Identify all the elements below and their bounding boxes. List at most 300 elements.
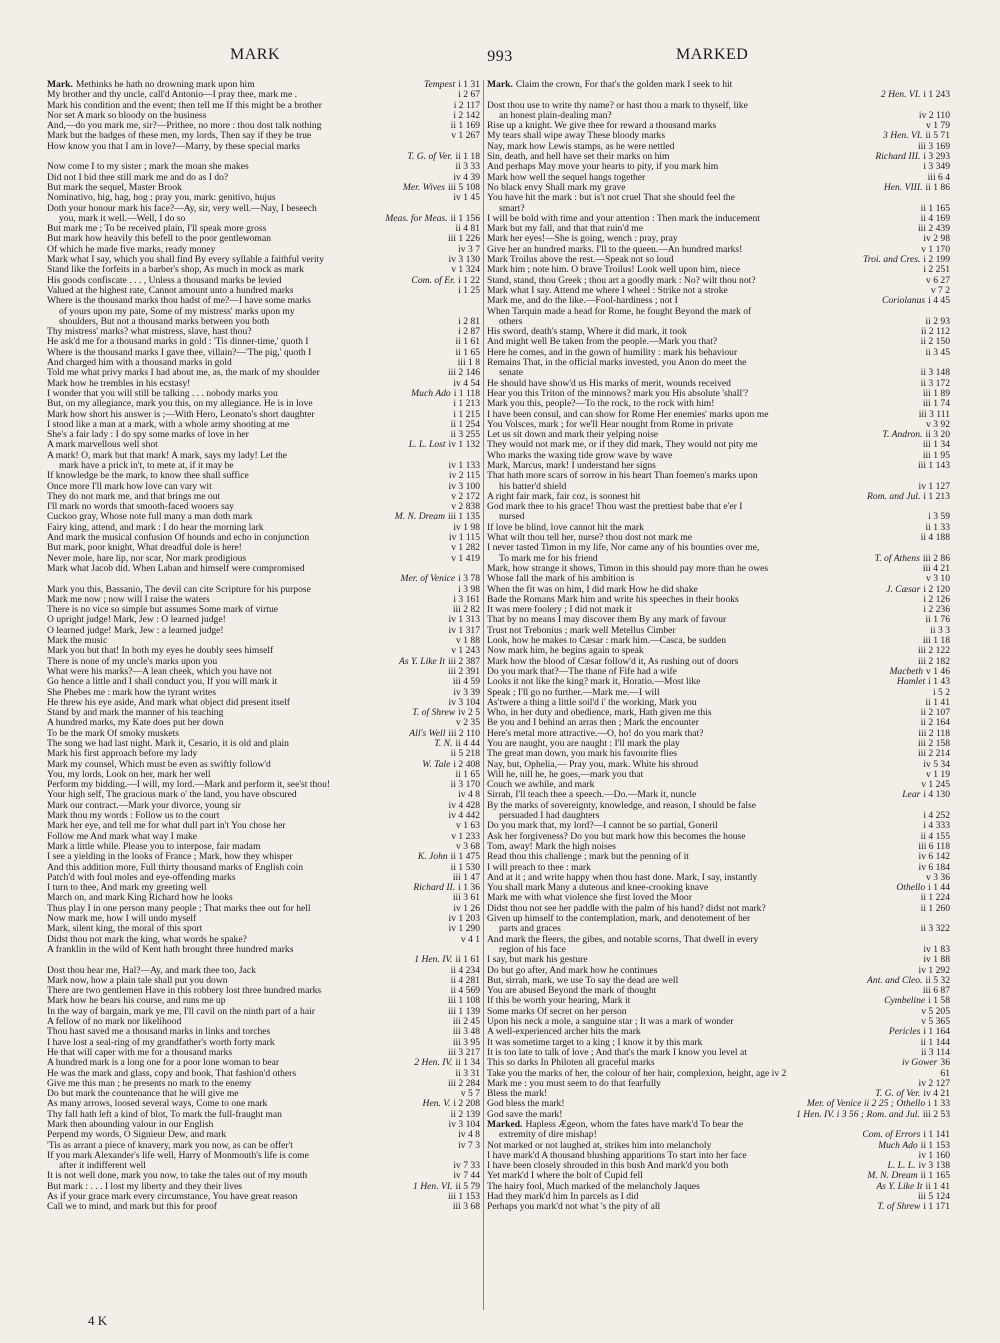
concordance-line: [47, 1048, 480, 1058]
quotation-text: I have been consul, and can show for Rome Her enemies' marks upon me: [487, 409, 769, 420]
citation-reference: [450, 173, 480, 183]
quotation-text: But mark : . . . I lost my liberty and they their lives: [47, 1181, 243, 1192]
citation-reference: [445, 1048, 480, 1058]
concordance-line: [487, 770, 950, 780]
act-scene-line: iii 3 61: [452, 893, 480, 904]
quotation-text: Dost thou use to write thy name? or hast thou a mark to thyself, like: [487, 100, 748, 111]
concordance-line: [487, 1007, 950, 1017]
citation-reference: [448, 749, 480, 759]
concordance-line: [47, 276, 480, 286]
act-scene-line: iv 1 313: [448, 615, 480, 626]
quotation-text: A franklin in the wild of Kent hath brought three hundred marks: [47, 944, 294, 955]
citation-reference: [916, 1079, 950, 1089]
act-scene-line: iv 1 83: [923, 944, 950, 955]
citation-reference: [923, 121, 950, 131]
quotation-text: I will be bold with time and your attention : Then mark the inducement: [487, 213, 760, 224]
act-scene-line: iii 1 89: [922, 388, 950, 399]
play-title: T. G. of Ver.: [407, 152, 453, 163]
play-title: K. John: [417, 852, 448, 863]
quotation-text: I'll mark no words that smooth-faced wooers say: [47, 502, 234, 513]
citation-reference: [915, 729, 950, 739]
citation-reference: [920, 564, 950, 574]
citation-reference: [445, 234, 480, 244]
concordance-line: [47, 1141, 480, 1151]
citation-reference: [893, 883, 950, 893]
citation-reference: [878, 90, 950, 100]
concordance-line: [487, 873, 950, 883]
act-scene-line: iii 1 143: [918, 460, 950, 471]
citation-reference: [453, 821, 480, 831]
citation-reference: [455, 90, 480, 100]
act-scene-line: 61: [940, 1068, 950, 1079]
quotation-text: Claim the crown, For that's the golden mark I seek to hit: [515, 80, 733, 90]
play-title: All's Well: [409, 728, 446, 739]
act-scene-line: i 3 59: [928, 512, 950, 523]
act-scene-line: i 2 120: [923, 584, 950, 595]
quotation-text: Do you mark that?—The thane of Fife had a wife: [487, 666, 677, 677]
concordance-line: [487, 1151, 950, 1161]
quotation-text: Do but go after, And mark how he continues: [487, 965, 658, 976]
quotation-text: Thou hast saved me a thousand marks in links and torches: [47, 1027, 271, 1038]
concordance-line: [487, 358, 950, 368]
citation-reference: [920, 636, 950, 646]
quotation-text: But mark me ; To be received plain, I'll speak more gross: [47, 224, 267, 235]
act-scene-line: iv 1 132: [448, 440, 480, 451]
concordance-line: [47, 585, 480, 595]
citation-reference: [448, 1110, 480, 1120]
citation-reference: [452, 337, 480, 347]
citation-reference: [382, 214, 480, 224]
concordance-line: [47, 760, 480, 770]
citation-reference: [925, 173, 950, 183]
citation-reference: [419, 760, 480, 770]
concordance-line: [47, 173, 480, 183]
citation-reference: [392, 512, 480, 522]
quotation-text: Patch'd with foul moles and eye-offending marks: [47, 872, 236, 883]
concordance-line: [487, 780, 950, 790]
concordance-line: [47, 204, 480, 214]
concordance-line: [487, 729, 950, 739]
quotation-text: A right fair mark, fair coz, is soonest hit: [487, 491, 641, 502]
quotation-text: What wilt thou tell her, nurse? thou dost not mark me: [487, 533, 693, 544]
play-title: Com. of Errors: [862, 1130, 921, 1141]
act-scene-line: v 4 1: [460, 934, 480, 945]
act-scene-line: ii 3 148: [920, 368, 950, 379]
concordance-line: [47, 389, 480, 399]
citation-reference: [450, 893, 480, 903]
concordance-line: [47, 729, 480, 739]
quotation-text: O learned judge! Mark, Jew : a learned judge!: [47, 625, 224, 636]
quotation-text: an honest plain-dealing man?: [499, 110, 612, 121]
play-title: Coriolanus: [881, 296, 926, 307]
quotation-text: Trust not Trebonius ; mark well Metellus Cimber: [487, 625, 676, 636]
quotation-text: He threw his eye aside, And mark what object did present itself: [47, 697, 290, 708]
quotation-text: When the fit was on him, I did mark How he did shake: [487, 584, 698, 595]
quotation-text: She's a fair lady : I do spy some marks of love in her: [47, 430, 249, 441]
concordance-line: [487, 379, 950, 389]
citation-reference: [918, 1048, 950, 1058]
concordance-line: [487, 1192, 950, 1202]
citation-reference: [923, 873, 950, 883]
act-scene-line: i 3 161: [453, 594, 480, 605]
act-scene-line: iii 3 111: [918, 409, 950, 420]
concordance-line: [47, 245, 480, 255]
citation-reference: [899, 790, 950, 800]
concordance-line: [47, 986, 480, 996]
concordance-line: [47, 317, 480, 327]
act-scene-line: ii 3 172: [920, 378, 950, 389]
concordance-line: [47, 904, 480, 914]
act-scene-line: i 1 43: [928, 677, 950, 688]
concordance-line: [487, 1079, 950, 1089]
act-scene-line: v 1 267: [451, 131, 480, 142]
play-title: Mer. Wives: [402, 182, 446, 193]
quotation-text: Did not I bid thee still mark me and do as I do?: [47, 172, 229, 183]
quotation-text: You, my lords, Look on her, mark her well: [47, 769, 211, 780]
citation-reference: [918, 327, 950, 337]
act-scene-line: ii 5 71: [925, 131, 950, 142]
quotation-text: You have hit the mark : but is't not cruel That she should feel the: [487, 193, 735, 204]
citation-reference: [446, 471, 480, 481]
act-scene-line: ii 3 45: [925, 347, 950, 358]
concordance-line: [487, 646, 950, 656]
act-scene-line: v 1 88: [456, 636, 480, 647]
concordance-line: [487, 482, 950, 492]
quotation-text: I see a yielding in the looks of France ; Mark, how they whisper: [47, 852, 293, 863]
quotation-text: Stand by and mark the manner of his teaching: [47, 708, 224, 719]
concordance-line: [47, 224, 480, 234]
concordance-line: [47, 657, 480, 667]
quotation-text: persuaded I had daughters: [499, 811, 600, 822]
concordance-line: [47, 265, 480, 275]
act-scene-line: iii 2 53: [922, 1109, 950, 1120]
citation-reference: [804, 1099, 950, 1109]
citation-reference: [450, 410, 480, 420]
quotation-text: Mark me, and do the like.—Fool-hardiness ; not I: [487, 296, 678, 307]
quotation-text: Where is the thousand marks thou hadst of me?—I have some marks: [47, 296, 312, 307]
act-scene-line: i 2 67: [458, 90, 480, 101]
concordance-line: [47, 214, 480, 224]
act-scene-line: i 1 141: [923, 1130, 950, 1141]
quotation-text: There is no vice so simple but assumes Some mark of virtue: [47, 605, 279, 616]
citation-reference: [886, 1027, 950, 1037]
running-head-left: MARK: [230, 46, 281, 63]
citation-reference: [448, 966, 480, 976]
quotation-text: And,—do you mark me, sir?—Prithee, no more : thou dost talk nothing: [47, 121, 322, 132]
quotation-text: Mark me now ; now will I raise the waters: [47, 594, 210, 605]
act-scene-line: ii 1 165: [920, 203, 950, 214]
concordance-line: [47, 1192, 480, 1202]
act-scene-line: iii 4 59: [452, 677, 480, 688]
citation-reference: [915, 461, 950, 471]
act-scene-line: v 1 419: [451, 553, 480, 564]
concordance-line: [487, 121, 950, 131]
concordance-line: [487, 410, 950, 420]
citation-reference: [445, 1192, 480, 1202]
quotation-text: Bade the Romans Mark him and write his speeches in their books: [487, 594, 739, 605]
quotation-text: I turn to thee, And mark my greeting well: [47, 883, 207, 894]
citation-reference: [406, 729, 480, 739]
citation-reference: [915, 842, 950, 852]
act-scene-line: i 3 98: [458, 584, 480, 595]
citation-reference: [922, 348, 950, 358]
play-title: Ant. and Cleo.: [867, 975, 923, 986]
citation-reference: [453, 718, 480, 728]
quotation-text: And might well Be taken from the people.—Mark you that?: [487, 337, 718, 348]
citation-reference: [409, 708, 480, 718]
concordance-line: [47, 348, 480, 358]
quotation-text: A mark! O, mark but that mark! A mark, says my lady! Let the: [47, 450, 288, 461]
citation-reference: [445, 996, 480, 1006]
act-scene-line: iv 6 142: [918, 852, 950, 863]
citation-reference: [920, 945, 950, 955]
concordance-line: [47, 873, 480, 883]
concordance-line: [487, 1130, 950, 1140]
act-scene-line: ii 1 254: [450, 419, 480, 430]
headword: Mark.: [487, 80, 513, 90]
act-scene-line: iii 6 4: [927, 172, 950, 183]
citation-reference: [450, 1171, 480, 1181]
act-scene-line: i 1 31: [458, 80, 480, 90]
act-scene-line: iv 1 292: [918, 965, 950, 976]
citation-reference: [446, 801, 480, 811]
citation-reference: [450, 677, 480, 687]
quotation-text: Ask her forgiveness? Do you but mark how this becomes the house: [487, 831, 746, 842]
quotation-text: Thy fall hath left a kind of blot, To mark the full-fraught man: [47, 1109, 282, 1120]
concordance-line: [47, 667, 480, 677]
citation-reference: [922, 317, 950, 327]
quotation-text: Mark thou my words : Follow us to the court: [47, 811, 220, 822]
quotation-text: And at it ; and write happy when thou hast done. Mark, I say, instantly: [487, 872, 758, 883]
citation-reference: [925, 512, 950, 522]
act-scene-line: iv 3 39: [453, 687, 480, 698]
quotation-text: Told me what privy marks I had about me, as, the mark of my shoulder: [47, 368, 320, 379]
concordance-line: [47, 90, 480, 100]
citation-reference: [881, 996, 950, 1006]
citation-reference: [918, 379, 950, 389]
concordance-line: [47, 1038, 480, 1048]
quotation-text: But mark the sequel, Master Brook: [47, 182, 182, 193]
act-scene-line: i 1 33: [928, 1099, 950, 1110]
concordance-line: [47, 1058, 480, 1068]
quotation-text: They do not mark me, and that brings me out: [47, 491, 221, 502]
concordance-line: [47, 234, 480, 244]
concordance-line: [487, 657, 950, 667]
act-scene-line: v 2 35: [456, 718, 480, 729]
concordance-line: [47, 615, 480, 625]
citation-reference: [448, 121, 480, 131]
quotation-text: Mark, Marcus, mark! I understand her signs: [487, 460, 656, 471]
quotation-text: I have been closely shrouded in this bush And mark'd you both: [487, 1161, 729, 1172]
concordance-line: [487, 574, 950, 584]
citation-reference: [920, 162, 950, 172]
act-scene-line: ii 1 41: [925, 697, 950, 708]
quotation-text: That by no means I may discover them By any mark of favour: [487, 615, 727, 626]
play-title: T. Andron.: [882, 430, 923, 441]
citation-reference: [923, 574, 950, 584]
quotation-text: Once more I'll mark how love can vary wit: [47, 481, 212, 492]
citation-reference: [873, 1182, 950, 1192]
concordance-line: [487, 451, 950, 461]
play-title: 1 Hen. VI.: [413, 1181, 453, 1192]
citation-reference: [451, 101, 480, 111]
quotation-text: Call we to mind, and mark but this for proof: [47, 1202, 217, 1213]
citation-reference: [916, 863, 950, 873]
act-scene-line: v 1 243: [451, 646, 480, 657]
play-title: Hen. VIII.: [883, 182, 923, 193]
play-title: 1 Hen. IV.: [414, 955, 453, 966]
concordance-line: [487, 1202, 950, 1212]
concordance-line: [47, 883, 480, 893]
concordance-line: [47, 121, 480, 131]
concordance-line: [47, 574, 480, 584]
act-scene-line: v 1 233: [451, 831, 480, 842]
act-scene-line: ii 1 18: [455, 152, 480, 163]
quotation-text: It is too late to talk of love ; And that's the mark I know you level at: [487, 1047, 747, 1058]
play-title: Much Ado: [878, 1140, 918, 1151]
concordance-line: [487, 255, 950, 265]
concordance-line: [487, 760, 950, 770]
quotation-text: Mark then abounding valour in our English: [47, 1119, 214, 1130]
act-scene-line: i 3 349: [923, 162, 950, 173]
quotation-text: He ask'd me for a thousand marks in gold : 'Tis dinner-time,' quoth I: [47, 337, 309, 348]
quotation-text: Where is the thousand marks I gave thee, villain?—'The pig,' quoth I: [47, 347, 312, 358]
citation-reference: [408, 389, 480, 399]
quotation-text: Mark what I say. Attend me where I wheel : Strike not a stroke: [487, 285, 728, 296]
quotation-text: Now mark me, how I will undo myself: [47, 914, 197, 925]
act-scene-line: ii 4 81: [455, 224, 480, 235]
concordance-line: [487, 986, 950, 996]
act-scene-line: iii 4 21: [922, 563, 950, 574]
citation-reference: [879, 430, 950, 440]
citation-reference: [450, 595, 480, 605]
quotation-text: Will he, nill he, he goes,—mark you that: [487, 769, 644, 780]
act-scene-line: iv 3 130: [448, 255, 480, 266]
quotation-text: The great man down, you mark his favourite flies: [487, 749, 677, 760]
concordance-line: [487, 1089, 950, 1099]
act-scene-line: v 2 172: [451, 491, 480, 502]
concordance-line: [47, 1017, 480, 1027]
citation-reference: [450, 873, 480, 883]
act-scene-line: v 5 205: [921, 1006, 950, 1017]
quotation-text: A fellow of no mark nor likelihood: [47, 1017, 182, 1028]
concordance-line: [47, 770, 480, 780]
citation-reference: [918, 368, 950, 378]
act-scene-line: iv 3 104: [448, 697, 480, 708]
quotation-text: There are two gentlemen Have in this robbery lost three hundred marks: [47, 986, 322, 997]
citation-reference: [920, 234, 950, 244]
citation-reference: [445, 1007, 480, 1017]
concordance-line: [487, 811, 950, 821]
concordance-line: [487, 852, 950, 862]
citation-reference: [881, 183, 950, 193]
concordance-line: [47, 677, 480, 687]
quotation-text: Mark me : you must seem to do that fearfully: [487, 1078, 661, 1089]
act-scene-line: iv 1 98: [453, 522, 480, 533]
concordance-line: [487, 615, 950, 625]
citation-reference: [446, 255, 480, 265]
citation-reference: [928, 286, 950, 296]
act-scene-line: ii 1 76: [925, 615, 950, 626]
quotation-text: As if your grace mark every circumstance, You have great reason: [47, 1192, 298, 1203]
act-scene-line: v 3 36: [926, 872, 950, 883]
concordance-line: [47, 451, 480, 461]
quotation-text: Mark but the badges of these men, my lords, Then say if they be true: [47, 131, 312, 142]
act-scene-line: iv 1 88: [923, 955, 950, 966]
quotation-text: his batter'd shield: [499, 481, 567, 492]
citation-reference: [448, 543, 480, 553]
quotation-text: Rise up a knight. We give thee for reward a thousand marks: [487, 121, 717, 132]
act-scene-line: iv 1 26: [453, 903, 480, 914]
citation-reference: [450, 1038, 480, 1048]
act-scene-line: ii 4 281: [450, 975, 480, 986]
quotation-text: He was the mark and glass, copy and book, That fashion'd others: [47, 1068, 297, 1079]
citation-reference: [398, 574, 480, 584]
act-scene-line: v 1 19: [926, 769, 950, 780]
act-scene-line: iii 2 146: [448, 368, 480, 379]
act-scene-line: ii 1 61: [455, 955, 480, 966]
play-title: M. N. Dream: [867, 1171, 918, 1182]
act-scene-line: iv 2 115: [448, 471, 480, 482]
citation-reference: [793, 1110, 950, 1120]
concordance-line: [47, 410, 480, 420]
citation-reference: [408, 276, 480, 286]
act-scene-line: ii 3 31: [455, 1068, 480, 1079]
act-scene-line: ii 5 79: [455, 1181, 480, 1192]
act-scene-line: i 1 213: [923, 491, 950, 502]
concordance-line: [487, 348, 950, 358]
quotation-text: My brother and thy uncle, call'd Antonio—I pray thee, mark me .: [47, 90, 298, 101]
quotation-text: Mark how he trembles in his ecstasy!: [47, 378, 191, 389]
concordance-line: [47, 688, 480, 698]
act-scene-line: iii 2 391: [448, 666, 480, 677]
act-scene-line: i 2 117: [453, 100, 480, 111]
act-scene-line: ii 1 65: [455, 769, 480, 780]
act-scene-line: ii 2 139: [450, 1109, 480, 1120]
citation-reference: [411, 1058, 480, 1068]
quotation-text: Hapless Ægeon, whom the fates have mark'd To bear the: [525, 1119, 744, 1130]
quotation-text: extremity of dire mishap!: [499, 1130, 597, 1141]
quotation-text: Now come I to my sister ; mark the moan she makes: [47, 162, 249, 173]
play-title: Hen. V.: [422, 1099, 451, 1110]
act-scene-line: iv 4 21: [923, 1089, 950, 1100]
concordance-line: [47, 440, 480, 450]
quotation-text: Mark his condition and the event; then tell me If this might be a brother: [47, 100, 322, 111]
concordance-line: [487, 327, 950, 337]
quotation-text: Who marks the waxing tide grow wave by wave: [487, 450, 673, 461]
quotation-text: Sin, death, and hell have set their marks on him: [487, 152, 670, 163]
citation-reference: [452, 224, 480, 234]
act-scene-line: i 2 251: [923, 265, 950, 276]
concordance-line: [47, 1130, 480, 1140]
citation-reference: [445, 368, 480, 378]
quotation-text: Let us sit down and mark their yelping noise: [487, 430, 659, 441]
quotation-text: I will preach to thee : mark: [487, 862, 591, 873]
citation-reference: [880, 131, 950, 141]
play-title: W. Tale: [422, 759, 451, 770]
citation-reference: [918, 245, 950, 255]
citation-reference: [915, 224, 950, 234]
act-scene-line: v 1 79: [926, 121, 950, 132]
concordance-line: [47, 482, 480, 492]
citation-reference: [450, 111, 480, 121]
quotation-text: Mark how the blood of Cæsar follow'd it, As rushing out of doors: [487, 656, 739, 667]
concordance-line: [47, 893, 480, 903]
act-scene-line: i 2 81: [458, 316, 480, 327]
concordance-line: [47, 193, 480, 203]
act-scene-line: iii 2 82: [452, 605, 480, 616]
quotation-text: Mark how he bears his course, and runs me up: [47, 996, 226, 1007]
